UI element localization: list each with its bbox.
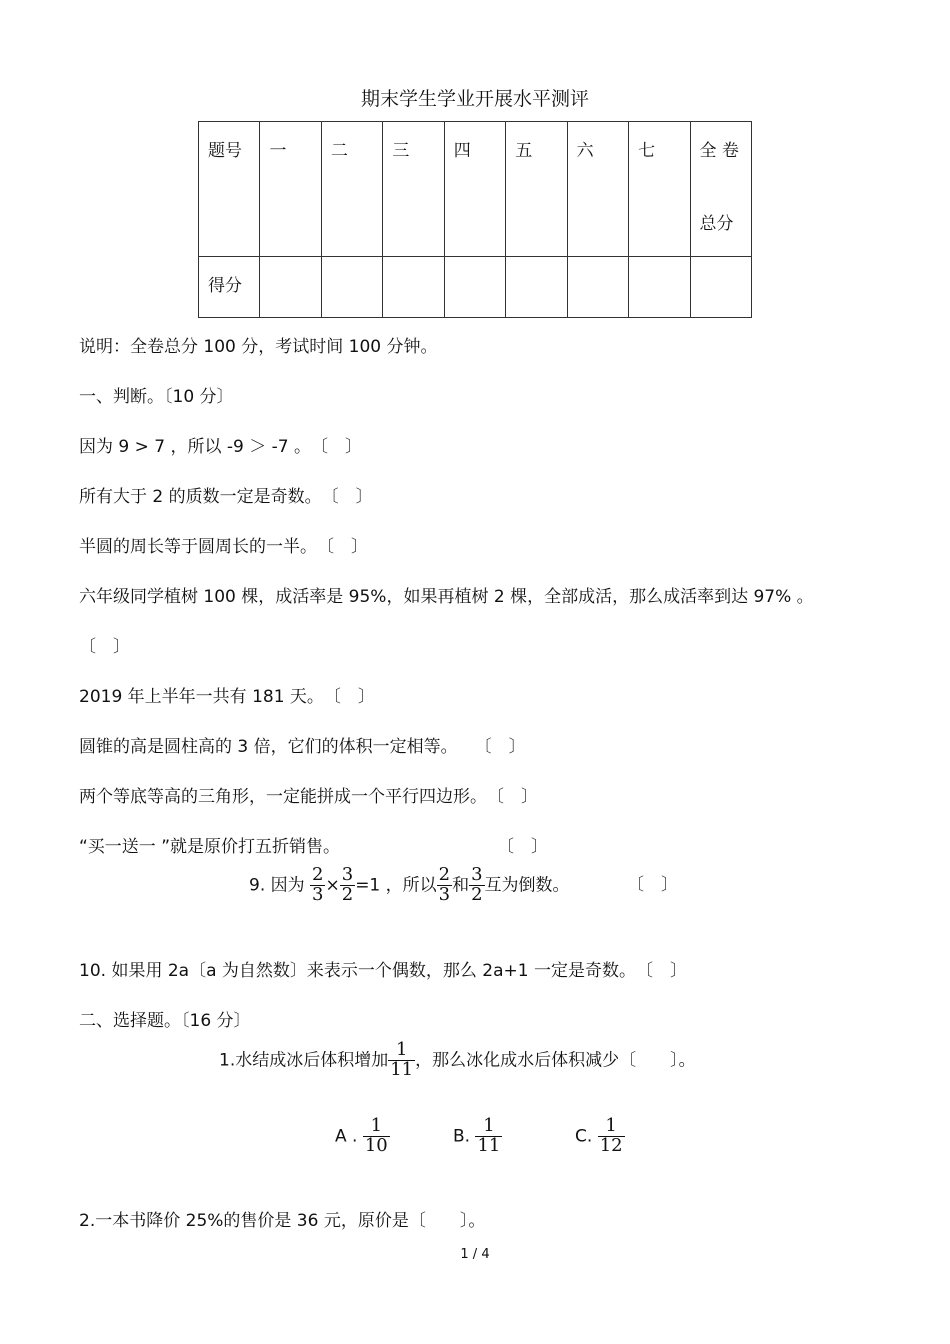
table-header-cell: 四: [444, 122, 505, 257]
option-label: C.: [575, 1126, 593, 1147]
fraction: [363, 1117, 390, 1156]
question-8: “买一送一 ”就是原价打五折销售。: [79, 837, 341, 857]
option-c[interactable]: [575, 1117, 625, 1156]
table-header-cell: 七: [629, 122, 690, 257]
score-table: [198, 121, 752, 318]
q9-mid: =1 ，所以: [355, 875, 437, 896]
fraction-denominator: 3: [312, 883, 324, 905]
fraction-numerator: 3: [471, 864, 483, 885]
section2-heading: 二、选择题。〔16 分〕: [79, 1011, 251, 1031]
fraction-numerator: 2: [312, 864, 324, 885]
table-header-cell: 六: [567, 122, 628, 257]
fraction: [437, 866, 452, 905]
table-header-cell: 一: [260, 122, 321, 257]
question-7: 两个等底等高的三角形，一定能拼成一个平行四边形。 〔 〕: [79, 787, 538, 807]
fraction-numerator: 3: [341, 864, 354, 885]
option-b[interactable]: [453, 1117, 502, 1156]
fraction-denominator: 3: [438, 883, 451, 905]
score-cell[interactable]: [629, 257, 690, 318]
score-table-header-row: [199, 122, 752, 257]
table-header-cell: 二: [321, 122, 382, 257]
fraction: [388, 1041, 415, 1080]
question-4-bracket: 〔 〕: [79, 637, 130, 657]
question-6: 圆锥的高是圆柱高的 3 倍，它们的体积一定相等。 〔 〕: [79, 737, 526, 757]
table-header-cell: 三: [383, 122, 444, 257]
table-header-cell: 题号: [199, 122, 260, 257]
fraction: [340, 866, 355, 905]
choice-question-2: 2.一本书降价 25%的售价是 36 元，原价是〔 〕。: [79, 1211, 486, 1231]
total-label-line2: 总分: [699, 214, 734, 234]
total-label-line1: 全 卷: [699, 141, 739, 161]
q9-prefix: 9. 因为: [249, 875, 305, 896]
fraction: [310, 866, 325, 905]
question-3: 半圆的周长等于圆周长的一半。 〔 〕: [79, 537, 368, 557]
fraction-denominator: 2: [341, 883, 354, 905]
score-label-cell: 得分: [199, 257, 260, 318]
fraction: [469, 866, 484, 905]
choice-question-1: [219, 1041, 696, 1080]
score-cell[interactable]: [444, 257, 505, 318]
question-10: 10. 如果用 2a〔a 为自然数〕来表示一个偶数，那么 2a+1 一定是奇数。 〔 〕: [79, 961, 687, 981]
q9-and: 和: [452, 875, 470, 896]
fraction-denominator: 11: [390, 1058, 414, 1080]
score-cell[interactable]: [690, 257, 752, 318]
q9-suffix: 互为倒数。: [484, 875, 570, 896]
option-a[interactable]: [335, 1117, 390, 1156]
score-table-score-row: [199, 257, 752, 318]
fraction-denominator: 11: [477, 1134, 501, 1156]
option-label: A .: [335, 1126, 358, 1147]
total-score-header-cell: [690, 122, 752, 257]
score-cell[interactable]: [260, 257, 321, 318]
cq1-suffix: ，那么冰化成水后体积减少〔 〕。: [415, 1050, 696, 1071]
fraction-denominator: 2: [471, 883, 483, 905]
table-header-cell: 五: [506, 122, 567, 257]
section1-heading: 一、判断。〔10 分〕: [79, 387, 234, 407]
fraction: [475, 1117, 502, 1156]
question-5: 2019 年上半年一共有 181 天。 〔 〕: [79, 687, 375, 707]
fraction-numerator: 1: [605, 1115, 617, 1136]
score-cell[interactable]: [567, 257, 628, 318]
score-cell[interactable]: [383, 257, 444, 318]
question-1: 因为 9 > 7 ，所以 -9 ＞ -7 。 〔 〕: [79, 437, 363, 457]
cq1-prefix: 1.水结成冰后体积增加: [219, 1050, 389, 1071]
q9-bracket: 〔 〕: [626, 875, 678, 896]
question-8-bracket: 〔 〕: [497, 837, 548, 857]
score-cell[interactable]: [321, 257, 382, 318]
fraction-numerator: 2: [438, 864, 451, 885]
fraction-numerator: 1: [483, 1115, 495, 1136]
fraction-denominator: 12: [599, 1134, 623, 1156]
score-cell[interactable]: [506, 257, 567, 318]
fraction-denominator: 10: [364, 1134, 388, 1156]
fraction-numerator: 1: [395, 1039, 408, 1060]
fraction-numerator: 1: [370, 1115, 383, 1136]
exam-note: 说明：全卷总分 100 分，考试时间 100 分钟。: [79, 337, 438, 357]
times-sign: ×: [325, 875, 340, 896]
question-9: [249, 866, 678, 905]
question-4: 六年级同学植树 100 棵，成活率是 95%，如果再植树 2 棵，全部成活，那么成活率到达 97% 。: [79, 587, 814, 607]
fraction: [598, 1117, 625, 1156]
question-2: 所有大于 2 的质数一定是奇数。 〔 〕: [79, 487, 373, 507]
option-label: B.: [453, 1126, 471, 1147]
page-title: 期末学生学业开展水平测评: [360, 88, 589, 110]
page-number: 1 / 4: [460, 1247, 490, 1262]
